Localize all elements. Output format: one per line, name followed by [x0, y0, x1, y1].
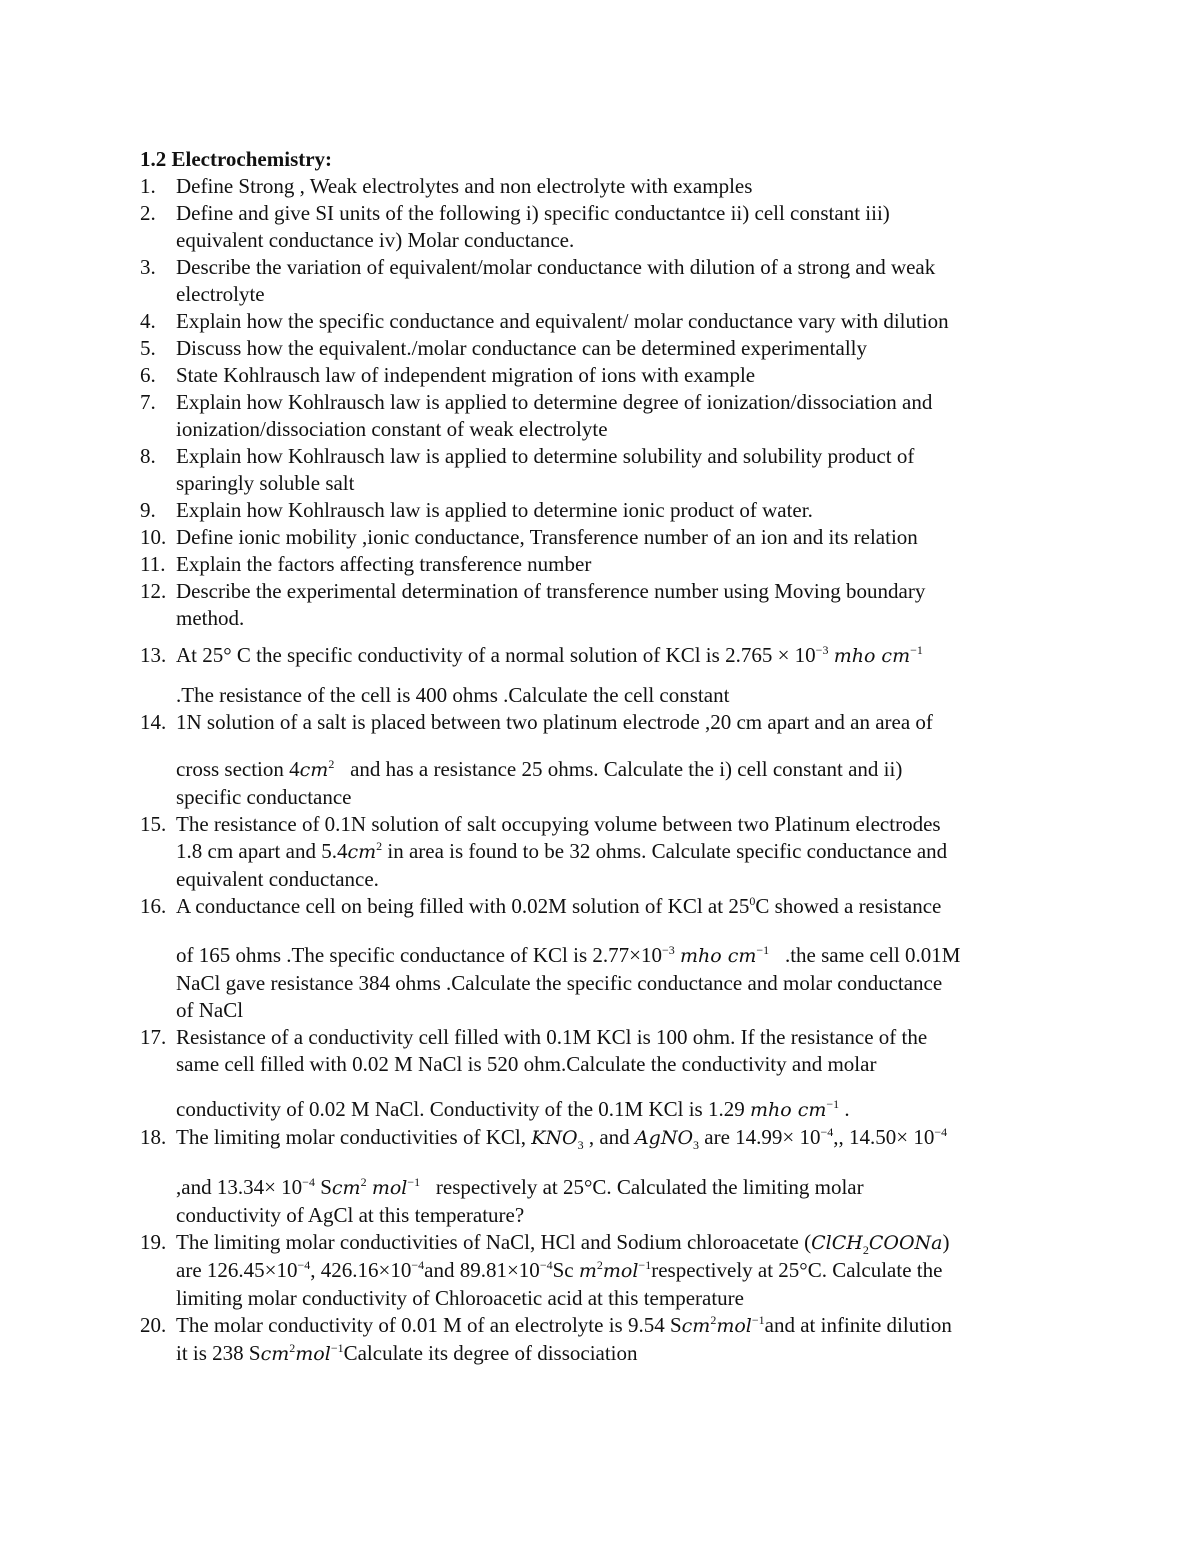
- question-number: 13.: [140, 643, 167, 667]
- question-text: A conductance cell on being filled with 0.02M solution of KCl at $25^0C$ showed a resistance: [176, 894, 942, 918]
- question-10: [0, 524, 1200, 551]
- question-text: NaCl gave resistance 384 ohms .Calculate the specific conductance and molar conductance: [176, 971, 943, 995]
- question-5: [0, 335, 1200, 362]
- question-number: 7.: [140, 390, 156, 414]
- question-text: Define Strong , Weak electrolytes and non electrolyte with examples: [176, 174, 753, 198]
- question-number: 1.: [140, 174, 156, 198]
- question-number: 19.: [140, 1230, 167, 1254]
- question-text: ionization/dissociation constant of weak electrolyte: [176, 417, 608, 441]
- question-text: specific conductance: [176, 785, 352, 809]
- question-13: [0, 642, 1200, 709]
- question-4: [0, 308, 1200, 335]
- question-number: 18.: [140, 1125, 167, 1149]
- question-text: Resistance of a conductivity cell filled with 0.1M KCl is 100 ohm. If the resistance of the: [176, 1025, 928, 1049]
- question-text: 1N solution of a salt is placed between two platinum electrode ,20 cm apart and an area of: [176, 710, 933, 734]
- question-text: conductivity of AgCl at this temperature?: [176, 1203, 525, 1227]
- question-text: sparingly soluble salt: [176, 471, 355, 495]
- question-7: [0, 389, 1200, 443]
- question-list: [0, 173, 1200, 1368]
- question-text: The limiting molar conductivities of KCl, $KNO_3$ , and AgNO$_3$ are $14.99\times 10^{-4}$,, $14.50\times 10^{-4}$: [176, 1125, 948, 1153]
- question-text: of NaCl: [176, 998, 244, 1022]
- question-text: The limiting molar conductivities of NaCl, HCl and Sodium chloroacetate (ClCH$_2$COONa): [176, 1230, 950, 1258]
- question-18: [0, 1124, 1200, 1229]
- question-text: The resistance of 0.1N solution of salt occupying volume between two Platinum electrodes: [176, 812, 941, 836]
- question-14: [0, 709, 1200, 811]
- question-8: [0, 443, 1200, 497]
- question-2: [0, 200, 1200, 254]
- question-number: 8.: [140, 444, 156, 468]
- question-text: The molar conductivity of 0.01 M of an electrolyte is 9.54 Scm$^2$mol$^{-1}$and at infinite dilution: [176, 1313, 952, 1337]
- question-1: [0, 173, 1200, 200]
- question-number: 17.: [140, 1025, 167, 1049]
- question-20: [0, 1312, 1200, 1368]
- question-number: 11.: [140, 552, 166, 576]
- question-text: are $126.45\times 10^{-4}$, $426.16\times 10^{-4}and$ $89.81\times 10^{-4}Sc$ $m^2mol^{-1}respectively$ at 25°C. Calculate the: [176, 1258, 943, 1282]
- question-text: electrolyte: [176, 282, 265, 306]
- question-text: State Kohlrausch law of independent migration of ions with example: [176, 363, 756, 387]
- question-text: Discuss how the equivalent./molar conductance can be determined experimentally: [176, 336, 868, 360]
- question-text: Describe the experimental determination of transference number using Moving boundary: [176, 579, 926, 603]
- question-text: equivalent conductance.: [176, 867, 379, 891]
- question-text: Define and give SI units of the following i) specific conductantce ii) cell constant iii): [176, 201, 890, 225]
- question-text: method.: [176, 606, 245, 630]
- question-number: 15.: [140, 812, 167, 836]
- question-text: it is 238 Scm$^2$mol$^{-1}$Calculate its degree of dissociation: [176, 1341, 638, 1365]
- question-17: [0, 1024, 1200, 1124]
- question-text: of 165 ohms .The specific conductance of KCl is $2.77\times 10^{-3}$ mho $cm^{-1}$ .the same cell 0.01M: [176, 943, 961, 967]
- question-number: 5.: [140, 336, 156, 360]
- question-text: same cell filled with 0.02 M NaCl is 520 ohm.Calculate the conductivity and molar: [176, 1052, 877, 1076]
- question-12: [0, 578, 1200, 632]
- question-text: At 25° C the specific conductivity of a normal solution of KCl is $2.765 \times 10^{-3}$ mho $cm^{-1}$: [176, 643, 923, 667]
- question-text: equivalent conductance iv) Molar conductance.: [176, 228, 575, 252]
- question-text: Explain how the specific conductance and equivalent/ molar conductance vary with dilution: [176, 309, 949, 333]
- question-text: .The resistance of the cell is 400 ohms .Calculate the cell constant: [176, 683, 730, 707]
- question-text: Explain how Kohlrausch law is applied to determine solubility and solubility product of: [176, 444, 915, 468]
- section-heading: 1.2 Electrochemistry:: [140, 147, 333, 171]
- question-number: 6.: [140, 363, 156, 387]
- question-text: 1.8 cm apart and $5.4cm^2$ in area is found to be 32 ohms. Calculate specific conductance and: [176, 839, 948, 863]
- question-number: 16.: [140, 894, 167, 918]
- question-3: [0, 254, 1200, 308]
- question-number: 12.: [140, 579, 167, 603]
- question-text: Define ionic mobility ,ionic conductance, Transference number of an ion and its relation: [176, 525, 918, 549]
- question-text: conductivity of 0.02 M NaCl. Conductivity of the 0.1M KCl is 1.29 mho $cm^{-1}$ .: [176, 1097, 850, 1121]
- question-text: Explain the factors affecting transference number: [176, 552, 592, 576]
- question-number: 14.: [140, 710, 167, 734]
- question-text: cross section $4cm^2$ and has a resistance 25 ohms. Calculate the i) cell constant and ii): [176, 757, 903, 781]
- question-text: Explain how Kohlrausch law is applied to determine degree of ionization/dissociation and: [176, 390, 933, 414]
- question-number: 3.: [140, 255, 156, 279]
- question-number: 9.: [140, 498, 156, 522]
- question-16: [0, 893, 1200, 1024]
- question-text: Describe the variation of equivalent/molar conductance with dilution of a strong and weak: [176, 255, 936, 279]
- question-number: 4.: [140, 309, 156, 333]
- question-text: limiting molar conductivity of Chloroacetic acid at this temperature: [176, 1286, 744, 1310]
- question-number: 10.: [140, 525, 167, 549]
- question-19: [0, 1229, 1200, 1312]
- question-11: [0, 551, 1200, 578]
- question-number: 20.: [140, 1313, 167, 1337]
- question-text: ,and $13.34\times 10^{-4}$ Scm$^2$ mol$^{-1}$ respectively at 25°C. Calculated the limiting molar: [176, 1175, 864, 1199]
- question-15: [0, 811, 1200, 893]
- question-6: [0, 362, 1200, 389]
- question-9: [0, 497, 1200, 524]
- question-number: 2.: [140, 201, 156, 225]
- question-text: Explain how Kohlrausch law is applied to determine ionic product of water.: [176, 498, 813, 522]
